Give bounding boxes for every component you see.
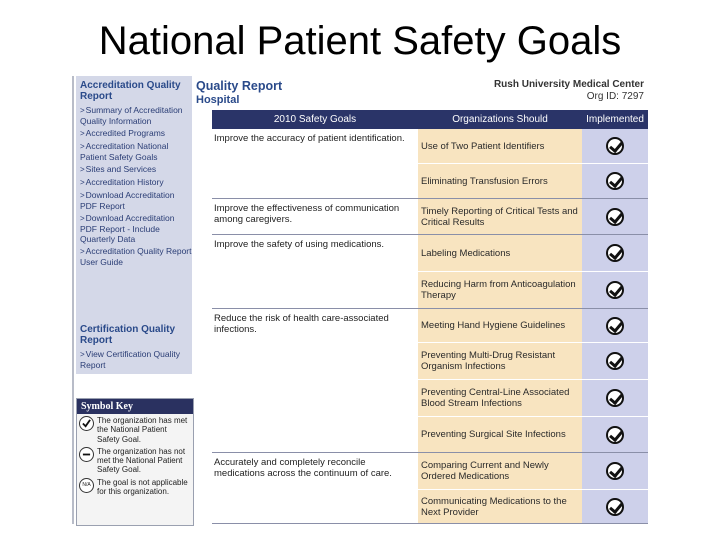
sidebar-link-label: Accreditation History <box>85 177 164 187</box>
chevron-right-icon: > <box>80 247 85 256</box>
certification-block <box>76 320 192 371</box>
goal-group <box>212 235 648 309</box>
na-glyph: N/A <box>82 482 91 489</box>
check-icon <box>606 462 624 480</box>
implemented-cell <box>582 272 648 308</box>
goal-items <box>418 453 648 523</box>
check-icon <box>606 281 624 299</box>
sidebar-link-label: Summary of Accreditation Quality Information <box>80 105 183 126</box>
table-row <box>418 342 648 379</box>
sidebar-section-accreditation[interactable]: Accreditation Quality Report <box>80 80 181 102</box>
check-icon <box>606 208 624 226</box>
check-icon <box>606 426 624 444</box>
check-icon <box>606 244 624 262</box>
check-icon <box>606 137 624 155</box>
goal-cell: Accurately and completely reconcile medications across the continuum of care. <box>212 453 418 523</box>
symbol-key-text: The goal is not applicable for this organization. <box>97 477 188 497</box>
implemented-cell <box>582 490 648 523</box>
organization-id: Org ID: 7297 <box>586 91 644 102</box>
chevron-right-icon: > <box>80 142 85 151</box>
goal-cell: Improve the effectiveness of communication among caregivers. <box>212 199 418 234</box>
symbol-key-row <box>77 476 193 498</box>
sidebar-section-certification[interactable]: Certification Quality Report <box>80 324 176 346</box>
sidebar-link-label: Accreditation National Patient Safety Goals <box>80 141 169 162</box>
sidebar-link-label: Sites and Services <box>85 164 157 174</box>
report-header <box>196 76 648 110</box>
organizations-should-cell[interactable]: Labeling Medications <box>418 235 582 271</box>
goal-items <box>418 129 648 198</box>
na-icon <box>79 478 94 493</box>
organizations-should-cell[interactable]: Communicating Medications to the Next Provider <box>418 490 582 523</box>
sidebar-links <box>76 104 192 268</box>
goal-items <box>418 199 648 234</box>
table-row <box>418 309 648 342</box>
table-row <box>418 489 648 523</box>
chevron-right-icon: > <box>80 129 85 138</box>
sidebar-link[interactable] <box>80 212 192 245</box>
symbol-key <box>76 398 194 526</box>
table-row <box>418 453 648 489</box>
report-title: Quality Report <box>196 79 283 93</box>
report-subtitle: Hospital <box>196 94 240 106</box>
organizations-should-cell[interactable]: Preventing Surgical Site Infections <box>418 417 582 452</box>
safety-goals-table <box>212 110 648 524</box>
organizations-should-cell[interactable]: Comparing Current and Newly Ordered Medications <box>418 453 582 489</box>
symbol-key-title: Symbol Key <box>77 399 193 414</box>
table-row <box>418 271 648 308</box>
goal-items <box>418 309 648 452</box>
sidebar-link-label: Accredited Programs <box>85 128 166 138</box>
sidebar <box>72 76 192 524</box>
goal-items <box>418 235 648 308</box>
organizations-should-cell[interactable]: Reducing Harm from Anticoagulation Therapy <box>418 272 582 308</box>
goal-group <box>212 129 648 199</box>
organizations-should-cell[interactable]: Timely Reporting of Critical Tests and Critical Results <box>418 199 582 234</box>
sidebar-link-label: Download Accreditation PDF Report - Include Quarterly Data <box>80 213 175 244</box>
table-body <box>212 129 648 524</box>
implemented-cell <box>582 164 648 198</box>
goal-group <box>212 309 648 453</box>
organizations-should-cell[interactable]: Eliminating Transfusion Errors <box>418 164 582 198</box>
sidebar-link[interactable] <box>80 245 192 268</box>
sidebar-link[interactable] <box>80 127 192 140</box>
sidebar-link[interactable] <box>80 104 192 127</box>
table-row <box>418 416 648 452</box>
chevron-right-icon: > <box>80 191 85 200</box>
goal-cell: Improve the accuracy of patient identification. <box>212 129 418 198</box>
check-icon <box>606 172 624 190</box>
check-icon <box>606 317 624 335</box>
table-row <box>418 163 648 198</box>
implemented-cell <box>582 380 648 416</box>
chevron-right-icon: > <box>80 106 85 115</box>
column-header-organizations: Organizations Should <box>452 114 548 125</box>
implemented-cell <box>582 453 648 489</box>
chevron-right-icon: > <box>80 214 85 223</box>
table-row <box>418 199 648 234</box>
certification-link[interactable] <box>80 348 192 371</box>
implemented-cell <box>582 129 648 163</box>
organizations-should-cell[interactable]: Use of Two Patient Identifiers <box>418 129 582 163</box>
minus-icon <box>79 447 94 462</box>
symbol-key-rows <box>77 414 193 497</box>
table-header <box>212 110 648 129</box>
sidebar-link[interactable] <box>80 163 192 176</box>
column-header-implemented: Implemented <box>586 114 644 125</box>
certification-links <box>76 348 192 371</box>
organizations-should-cell[interactable]: Meeting Hand Hygiene Guidelines <box>418 309 582 342</box>
goal-group <box>212 453 648 524</box>
implemented-cell <box>582 199 648 234</box>
implemented-cell <box>582 417 648 452</box>
table-row <box>418 379 648 416</box>
organization-name: Rush University Medical Center <box>493 79 644 90</box>
sidebar-link-label: Accreditation Quality Report User Guide <box>80 246 192 267</box>
goal-cell: Reduce the risk of health care-associated infections. <box>212 309 418 452</box>
table-row <box>418 235 648 271</box>
sidebar-link[interactable] <box>80 140 192 163</box>
implemented-cell <box>582 235 648 271</box>
chevron-right-icon: > <box>80 165 85 174</box>
symbol-key-text: The organization has met the National Patient Safety Goal. <box>97 416 188 444</box>
table-row <box>418 129 648 163</box>
symbol-key-row <box>77 414 193 445</box>
slide-title: National Patient Safety Goals <box>98 19 622 63</box>
check-icon <box>79 416 94 431</box>
column-header-goals: 2010 Safety Goals <box>273 114 357 125</box>
certification-link-label: View Certification Quality Report <box>80 349 180 370</box>
chevron-right-icon: > <box>80 178 85 187</box>
goal-cell: Improve the safety of using medications. <box>212 235 418 308</box>
symbol-key-row <box>77 445 193 476</box>
check-icon <box>606 498 624 516</box>
goal-group <box>212 199 648 235</box>
implemented-cell <box>582 343 648 379</box>
sidebar-link-label: Download Accreditation PDF Report <box>80 190 175 211</box>
organizations-should-cell[interactable]: Preventing Central-Line Associated Blood Stream Infections <box>418 380 582 416</box>
sidebar-link[interactable] <box>80 189 192 212</box>
sidebar-link[interactable] <box>80 176 192 189</box>
check-icon <box>606 352 624 370</box>
check-icon <box>606 389 624 407</box>
implemented-cell <box>582 309 648 342</box>
chevron-right-icon: > <box>80 350 85 359</box>
symbol-key-text: The organization has not met the National Patient Safety Goal. <box>97 446 186 475</box>
organizations-should-cell[interactable]: Preventing Multi-Drug Resistant Organism Infections <box>418 343 582 379</box>
